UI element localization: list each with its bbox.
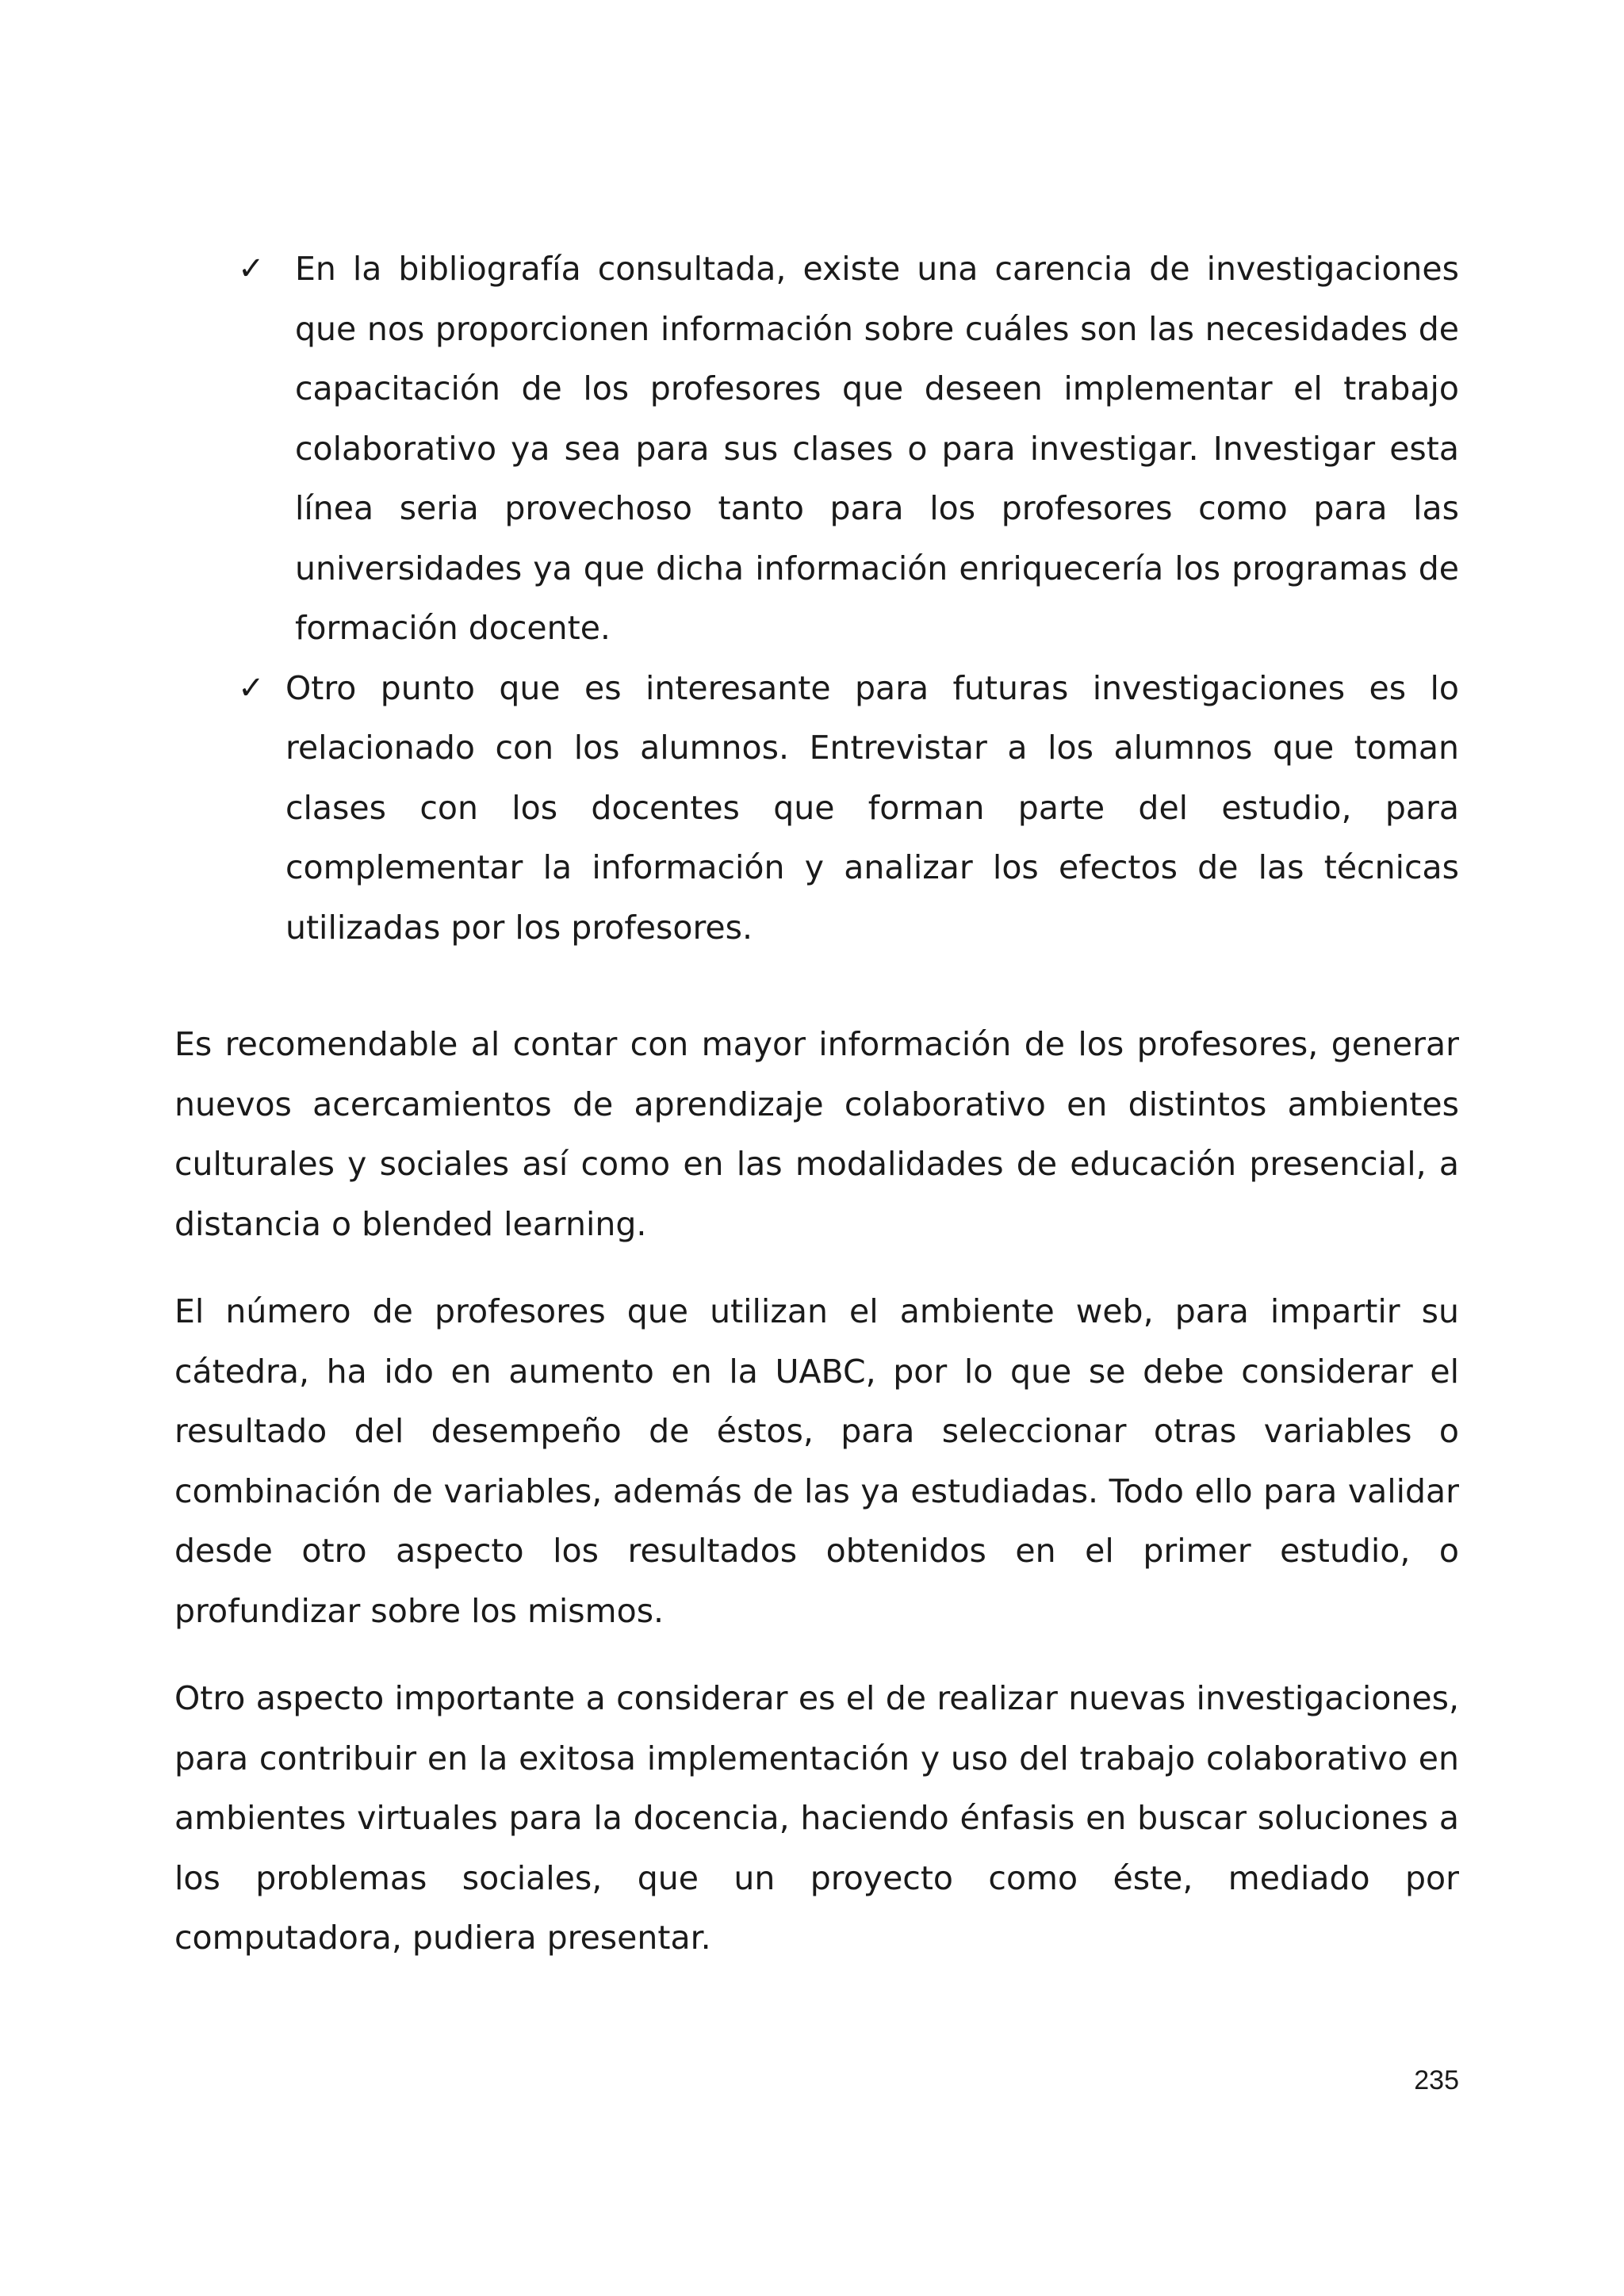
list-item xyxy=(238,659,1459,959)
list-item-text: En la bibliografía consultada, existe una carencia de investigaciones que nos proporcionen información sobre cuáles son las necesidades de capacitación de los profesores que deseen implementar el trabajo colaborativo ya sea para sus clases o para investigar. Investigar esta línea seria provechoso tanto para los profesores como para las universidades ya que dicha información enriquecería los programas de formación docente. xyxy=(295,250,1459,647)
paragraph: El número de profesores que utilizan el ambiente web, para impartir su cátedra, ha ido en aumento en la UABC, por lo que se debe considerar el resultado del desempeño de éstos, para seleccionar otras variables o combinación de variables, además de las ya estudiadas. Todo ello para validar desde otro aspecto los resultados obtenidos en el primer estudio, o profundizar sobre los mismos. xyxy=(174,1292,1459,1630)
paragraph: Otro aspecto importante a considerar es el de realizar nuevas investigaciones, para contribuir en la exitosa implementación y uso del trabajo colaborativo en ambientes virtuales para la docencia, haciendo énfasis en buscar soluciones a los problemas sociales, que un proyecto como éste, mediado por computadora, pudiera presentar. xyxy=(174,1679,1459,1957)
list-item-text: Otro punto que es interesante para futuras investigaciones es lo relacionado con los alumnos. Entrevistar a los alumnos que toman clases con los docentes que forman parte del estudio, para complementar la información y analizar los efectos de las técnicas utilizadas por los profesores. xyxy=(285,668,1459,947)
page-number: 235 xyxy=(1414,2065,1459,2095)
checkmark-icon: ✓ xyxy=(238,251,265,287)
recommendations-list xyxy=(238,239,1459,958)
checkmark-icon: ✓ xyxy=(238,669,265,706)
body-text xyxy=(174,1015,1459,1969)
paragraph: Es recomendable al contar con mayor información de los profesores, generar nuevos acercamientos de aprendizaje colaborativo en distintos ambientes culturales y sociales así como en las modalidades de educación presencial, a distancia o blended learning. xyxy=(174,1025,1459,1243)
list-item xyxy=(238,239,1459,659)
